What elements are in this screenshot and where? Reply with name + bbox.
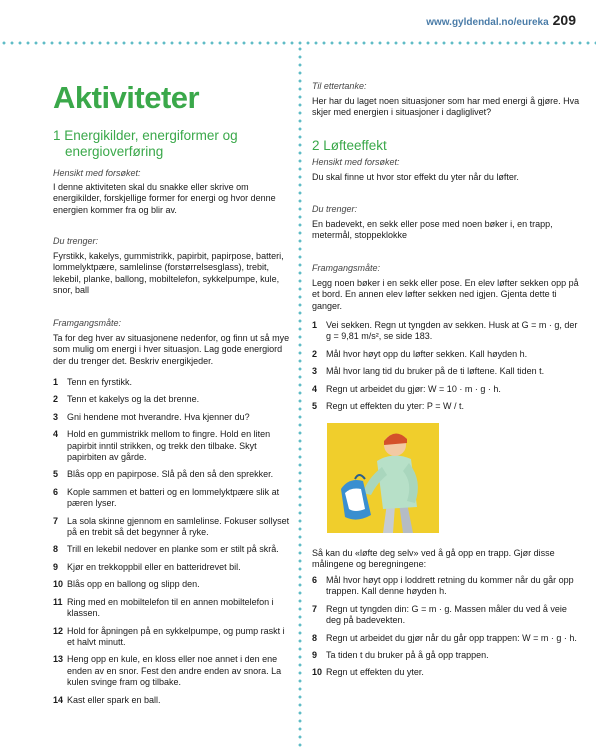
list-item (312, 650, 580, 661)
section-1-title-line2: energioverføring (65, 144, 164, 159)
step-text: Mål hvor høyt opp i loddrett retning du kommer når du går opp trappen. Kall denne høyden h. (326, 575, 574, 597)
step-text: Kjør en trekkoppbil eller en batteridrevet bil. (67, 561, 241, 572)
step-text: Gni hendene mot hverandre. Hva kjenner du? (67, 411, 250, 422)
step-number: 3 (312, 366, 318, 377)
s1-procedure-text: Ta for deg hver av situasjonene nedenfor, og finn ut så mye som mulig om energi i hver situasjon. Lag gode energiord der du trenger det. Beskriv energikjeder. (53, 333, 290, 366)
step-number: 10 (312, 667, 323, 678)
step-number: 5 (53, 469, 59, 480)
page-number: 209 (552, 12, 576, 28)
step-text: Mål hvor høyt opp du løfter sekken. Kall høyden h. (326, 348, 528, 359)
step-number: 2 (53, 394, 59, 405)
step-number: 6 (53, 486, 59, 497)
step-number: 6 (312, 575, 318, 585)
list-item (53, 429, 291, 463)
step-number: 14 (53, 694, 64, 705)
step-number: 4 (312, 383, 318, 394)
step-number: 1 (53, 377, 59, 387)
s1-purpose-text: I denne aktiviteten skal du snakke eller skrive om energikilder, forskjellige former for energi og hvor denne energien kommer fra og blir av. (53, 182, 276, 215)
boy-lifting-bag-icon (327, 423, 439, 533)
s2-steps-list-b (312, 575, 580, 685)
step-number: 2 (312, 348, 318, 359)
s2-purpose-text: Du skal finne ut hvor stor effekt du yter når du løfter. (312, 172, 519, 182)
list-item (53, 544, 291, 555)
step-text: Kople sammen et batteri og en lommelyktpære slik at pæren lyser. (67, 486, 280, 509)
list-item (312, 633, 580, 644)
step-text: Regn ut tyngden din: G = m · g. Massen måler du ved å veie deg på badevekten. (326, 603, 567, 626)
list-item (53, 394, 291, 405)
illustration-boy-lifting-backpack (327, 423, 439, 533)
step-number: 10 (53, 579, 64, 590)
list-item (312, 575, 580, 598)
s2-needs-text: En badevekt, en sekk eller pose med noen bøker i, en trapp, metermål, stoppeklokke (312, 219, 553, 241)
s2-procedure-label: Framgangsmåte: (312, 263, 381, 273)
s1-procedure-label: Framgangsmåte: (53, 318, 122, 328)
step-number: 9 (53, 561, 59, 572)
step-text: Tenn en fyrstikk. (67, 377, 133, 387)
step-text: Kast eller spark en ball. (67, 694, 161, 705)
step-number: 9 (312, 650, 318, 661)
s1-purpose-label: Hensikt med forsøket: (53, 168, 141, 178)
list-item (53, 487, 291, 510)
list-item (312, 366, 580, 377)
step-text: Ta tiden t du bruker på å gå opp trappen. (326, 650, 489, 661)
s2-steps-list-a (312, 320, 580, 418)
section-1-title (53, 128, 289, 160)
step-number: 13 (53, 654, 64, 665)
list-item (53, 412, 291, 423)
step-number: 11 (53, 596, 63, 607)
section-1-title-line1: 1 Energikilder, energiformer og (53, 128, 238, 143)
step-text: La sola skinne gjennom en samlelinse. Fokuser sollyset på en trebit så det begynner å ryke. (67, 515, 290, 538)
reflection-label: Til ettertanke: (312, 81, 367, 91)
list-item (53, 654, 291, 688)
step-text: Regn ut effekten du yter. (326, 667, 424, 678)
s1-needs-text: Fyrstikk, kakelys, gummistrikk, papirbit, papirpose, batteri, lommelyktpære, samlelinse (forstørrelsesglass), trebit, lekebil, planke, ballong, mobiltelefon, sykkelpumpe, kule, snor, ball (53, 251, 284, 296)
step-number: 8 (312, 632, 318, 643)
list-item (312, 667, 580, 678)
list-item (53, 516, 291, 539)
list-item (53, 562, 291, 573)
s1-steps-list (53, 377, 291, 712)
step-text: Blås opp en ballong og slipp den. (67, 579, 200, 590)
list-item (53, 695, 291, 706)
page-header (426, 12, 576, 28)
list-item (53, 597, 291, 620)
list-item (312, 384, 580, 395)
step-number: 5 (312, 401, 318, 412)
list-item (53, 626, 291, 649)
step-text: Blås opp en papirpose. Slå på den så den sprekker. (67, 469, 274, 480)
stairs-text: Så kan du «løfte deg selv» ved å gå opp en trapp. Gjør disse målingene og beregningene: (312, 548, 555, 570)
s2-needs-label: Du trenger: (312, 204, 358, 214)
step-number: 8 (53, 544, 59, 555)
step-number: 7 (53, 515, 59, 526)
s2-procedure-text: Legg noen bøker i en sekk eller pose. En elev løfter sekken opp på et bord. En annen elev løfter sekken ned igjen. Gjenta dette ti ganger. (312, 278, 579, 311)
reflection-text: Her har du laget noen situasjoner som har med energi å gjøre. Hva skjer med energien i situasjoner i dagliglivet? (312, 96, 580, 118)
list-item (53, 469, 291, 480)
step-text: Vei sekken. Regn ut tyngden av sekken. Husk at G = m · g, der g = 9,81 m/s², se side 183. (326, 320, 578, 342)
step-text: Regn ut arbeidet du gjør: W = 10 · m · g · h. (326, 383, 501, 394)
dotted-divider-vertical (298, 45, 302, 750)
list-item (312, 320, 580, 343)
step-number: 12 (53, 625, 64, 636)
step-text: Hold for åpningen på en sykkelpumpe, og pump raskt i et halvt minutt. (67, 625, 285, 647)
list-item (312, 349, 580, 360)
step-number: 1 (312, 320, 318, 330)
step-text: Mål hvor lang tid du bruker på de ti løftene. Kall tiden t. (326, 366, 545, 377)
step-text: Ring med en mobiltelefon til en annen mobiltelefon i klassen. (67, 596, 274, 619)
step-number: 7 (312, 603, 318, 614)
step-text: Trill en lekebil nedover en planke som er stilt på skrå. (67, 544, 279, 555)
list-item (312, 401, 580, 412)
step-number: 3 (53, 411, 59, 422)
step-number: 4 (53, 429, 59, 440)
list-item (312, 604, 580, 627)
s1-needs-label: Du trenger: (53, 236, 99, 246)
s2-purpose-label: Hensikt med forsøket: (312, 157, 400, 167)
list-item (53, 579, 291, 590)
step-text: Regn ut arbeidet du gjør når du går opp trappen: W = m · g · h. (326, 632, 577, 643)
step-text: Tenn et kakelys og la det brenne. (67, 394, 200, 405)
header-url: www.gyldendal.no/eureka (426, 17, 549, 28)
step-text: Regn ut effekten du yter: P = W / t. (326, 401, 464, 412)
section-2-title: 2 Løfteeffekt (312, 138, 387, 153)
step-text: Hold en gummistrikk mellom to fingre. Hold en liten papirbit inntil strikken, og trekk den tilbake. Skyt papirbiten av gårde. (67, 429, 271, 463)
step-text: Heng opp en kule, en kloss eller noe annet i den ene enden av en snor. Fest den andre enden av snora. La kulen svinge fram og tilbake. (67, 654, 282, 688)
list-item (53, 377, 291, 388)
page-title: Aktiviteter (53, 80, 200, 115)
